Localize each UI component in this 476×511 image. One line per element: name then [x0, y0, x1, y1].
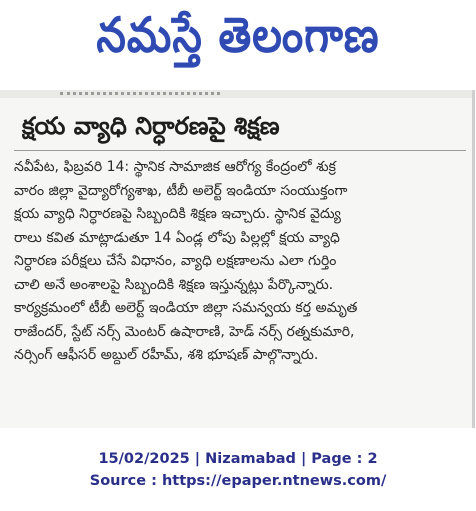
- source-link[interactable]: Source : https://epaper.ntnews.com/: [89, 473, 387, 489]
- article-line: నర్సింగ్ ఆఫీసర్ అబ్దుల్ రహీమ్, శశి భూషణ్ పాల్గొన్నారు.: [14, 347, 319, 363]
- newspaper-logo: నమస్తే తెలంగాణ: [96, 6, 380, 63]
- article-line: క్షయ వ్యాధి నిర్ధారణపై సిబ్బందికి శిక్షణ ఇచ్చారు. స్థానిక వైద్యు: [14, 206, 341, 222]
- publication-meta: 15/02/2025 | Nizamabad | Page : 2: [98, 451, 378, 467]
- article-body: [14, 156, 464, 368]
- article-line: నవీపేట, ఫిబ్రవరి 14: స్థానిక సామాజిక ఆరోగ్య కేంద్రంలో శుక్ర: [14, 159, 336, 175]
- clipping-top-edge: [0, 90, 472, 98]
- article-headline: క్షయ వ్యాధి నిర్ధారణపై శిక్షణ: [22, 112, 280, 140]
- article-line: కార్యక్రమంలో టీబీ అలెర్ట్ ఇండియా జిల్లా సమన్వయ కర్త అమృత: [14, 300, 358, 316]
- article-line: రాజేందర్, స్టేట్ నర్స్ మెంటర్ ఉషారాణి, హెడ్ నర్స్ రత్నకుమారి,: [14, 323, 355, 340]
- clipping-footer: [0, 448, 476, 492]
- article-line: చాలి అనే అంశాలపై సిబ్బందికి శిక్షణ ఇస్తున్నట్లు పేర్కొన్నారు.: [14, 276, 334, 293]
- article-line: నిర్ధారణ పరీక్షలు చేసే విధానం, వ్యాధి లక్షణాలను ఎలా గుర్తిం: [14, 253, 337, 269]
- clipping-cut-marks: [60, 92, 220, 98]
- article-line: రాలు కవిత మాట్లాడుతూ 14 ఏండ్ల లోపు పిల్లల్లో క్షయ వ్యాధి: [14, 229, 340, 246]
- masthead: [0, 0, 476, 82]
- article-line: వారం జిల్లా వైద్యారోగ్యశాఖ, టీబీ అలెర్ట్ ఇండియా సంయుక్తంగా: [14, 182, 348, 199]
- headline-divider: [14, 150, 466, 151]
